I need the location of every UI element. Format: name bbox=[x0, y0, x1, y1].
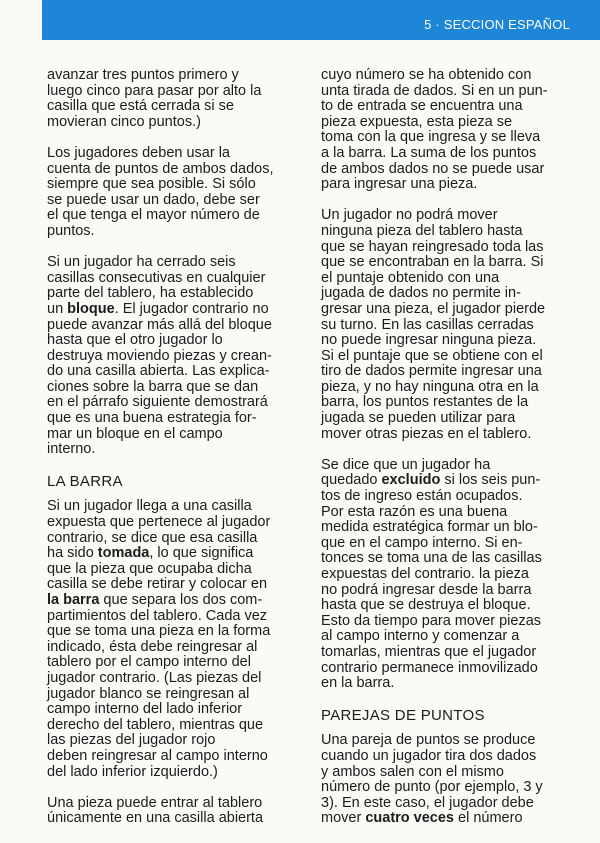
text-fragment: si los seis pun- bbox=[440, 472, 541, 489]
left-column bbox=[47, 68, 295, 843]
left-paragraph-1 bbox=[47, 68, 295, 130]
text-line bbox=[47, 302, 295, 318]
text-line: cuyo número se ha obtenido con bbox=[321, 67, 532, 83]
text-line: tiro de dados permite ingresar una bbox=[321, 363, 542, 380]
text-line: su turno. En las casillas cerradas bbox=[321, 316, 534, 333]
keyword-cuatro-veces: cuatro veces bbox=[365, 810, 454, 827]
text-line: interno. bbox=[47, 441, 96, 458]
text-line: mover otras piezas en el tablero. bbox=[321, 425, 532, 442]
text-line: jugador blanco se reingresan al bbox=[47, 685, 250, 702]
text-line: expuesta que pertenece al jugador bbox=[47, 514, 271, 531]
text-line: hasta que el otro jugador lo bbox=[47, 332, 223, 349]
right-paragraph-4 bbox=[321, 733, 569, 827]
text-line bbox=[47, 593, 295, 609]
text-line: Esto da tiempo para mover piezas bbox=[321, 612, 542, 629]
text-line: casilla se debe retirar y colocar en bbox=[47, 576, 268, 593]
text-line: que la pieza que ocupaba dicha bbox=[47, 560, 252, 577]
text-line: Una pieza puede entrar al tablero bbox=[47, 794, 263, 811]
keyword-tomada: tomada bbox=[97, 545, 150, 562]
left-paragraph-4 bbox=[47, 499, 295, 780]
left-paragraph-3 bbox=[47, 255, 295, 458]
heading-la-barra: LA BARRA bbox=[47, 473, 123, 491]
text-line: mar un bloque en el campo bbox=[47, 425, 223, 442]
text-line: se puede usar un dado, debe ser bbox=[47, 191, 260, 208]
text-line: luego cinco para pasar por alto la bbox=[47, 82, 262, 99]
text-fragment: , lo que significa bbox=[149, 545, 254, 562]
text-line: para ingresar una pieza. bbox=[321, 176, 478, 193]
text-line: puede avanzar más allá del bloque bbox=[47, 316, 272, 333]
keyword-bloque: bloque bbox=[67, 300, 115, 317]
left-paragraph-2 bbox=[47, 146, 295, 240]
text-line: y ambos salen con el mismo bbox=[321, 763, 504, 780]
text-line: que es una buena estrategia for- bbox=[47, 410, 257, 427]
text-line: que se toma una pieza en la forma bbox=[47, 623, 271, 640]
text-line: medida estratégica formar un blo- bbox=[321, 519, 538, 536]
text-line: casilla que está cerrada si se bbox=[47, 98, 234, 115]
text-line: avanzar tres puntos primero y bbox=[47, 67, 239, 83]
text-line bbox=[47, 546, 295, 562]
right-column bbox=[321, 68, 569, 843]
text-line: ninguna pieza del tablero hasta bbox=[321, 222, 523, 239]
text-line: parte del tablero, ha establecido bbox=[47, 285, 254, 302]
text-line: no puede ingresar ninguna pieza. bbox=[321, 332, 537, 349]
text-line: Un jugador no podrá mover bbox=[321, 207, 498, 224]
right-paragraph-3 bbox=[321, 458, 569, 692]
text-line: en la barra. bbox=[321, 675, 395, 692]
heading-parejas-de-puntos: PAREJAS DE PUNTOS bbox=[321, 707, 485, 725]
text-line: ciones sobre la barra que se dan bbox=[47, 378, 259, 395]
text-line: pieza expuesta, esta pieza se bbox=[321, 113, 513, 130]
text-line: no podrá ingresar desde la barra bbox=[321, 581, 532, 598]
text-line: en el párrafo siguiente demostrará bbox=[47, 394, 268, 411]
text-line: derecho del tablero, mientras que bbox=[47, 716, 264, 733]
text-line: toma con la que ingresa y se lleva bbox=[321, 129, 541, 146]
text-line: Una pareja de puntos se produce bbox=[321, 732, 536, 749]
text-line: unta tirada de dados. Si en un pun- bbox=[321, 82, 548, 99]
right-paragraph-2 bbox=[321, 208, 569, 442]
text-line: contrario permanece inmovilizado bbox=[321, 659, 538, 676]
text-line: al campo interno y comenzar a bbox=[321, 628, 520, 645]
text-fragment: que separa los dos com- bbox=[99, 592, 263, 608]
text-line: Si el puntaje que se obtiene con el bbox=[321, 347, 543, 364]
text-line: del lado inferior izquierdo.) bbox=[47, 763, 218, 780]
text-line: a la barra. La suma de los puntos bbox=[321, 144, 537, 161]
keyword-la-barra: la barra bbox=[47, 592, 100, 608]
text-line: barra, los puntos restantes de la bbox=[321, 394, 529, 411]
text-line: 3). En este caso, el jugador debe bbox=[321, 794, 534, 811]
text-line: jugador contrario. (Las piezas del bbox=[47, 669, 262, 686]
text-line: tos de ingreso están ocupados. bbox=[321, 488, 523, 505]
text-fragment: ha sido bbox=[47, 545, 98, 562]
text-line: campo interno del lado inferior bbox=[47, 701, 243, 718]
text-line: el puntaje obtenido con una bbox=[321, 269, 500, 286]
text-line: jugada de dados no permite in- bbox=[321, 285, 521, 302]
text-line: Si un jugador ha cerrado seis bbox=[47, 254, 236, 271]
left-paragraph-5 bbox=[47, 796, 295, 827]
text-line: do una casilla abierta. Las explica- bbox=[47, 363, 270, 380]
text-line: movieran cinco puntos.) bbox=[47, 113, 201, 130]
text-line: gresar una pieza, el jugador pierde bbox=[321, 300, 546, 317]
text-line: de ambos dados no se puede usar bbox=[321, 160, 545, 177]
text-line: contrario, se dice que esa casilla bbox=[47, 529, 258, 546]
text-line: partimientos del tablero. Cada vez bbox=[47, 607, 268, 624]
text-line: Los jugadores deben usar la bbox=[47, 144, 230, 161]
right-paragraph-1 bbox=[321, 68, 569, 193]
text-fragment: . El jugador contrario no bbox=[114, 300, 269, 317]
text-line bbox=[321, 473, 569, 489]
text-line: el que tenga el mayor número de bbox=[47, 207, 260, 224]
text-line: Por esta razón es una buena bbox=[321, 503, 508, 520]
text-line: Se dice que un jugador ha bbox=[321, 456, 491, 473]
section-header-label: 5 · SECCION ESPAÑOL bbox=[424, 17, 570, 32]
text-line: tomarlas, mientras que el jugador bbox=[321, 643, 537, 660]
keyword-excluido: excluido bbox=[381, 472, 441, 489]
text-line: que se hayan reingresado toda las bbox=[321, 238, 544, 255]
text-fragment: un bbox=[47, 300, 68, 317]
text-line: las piezas del jugador rojo bbox=[47, 732, 216, 749]
text-line: to de entrada se encuentra una bbox=[321, 98, 523, 115]
text-fragment: quedado bbox=[321, 472, 382, 489]
text-line: que se encontraban en la barra. Si bbox=[321, 254, 544, 271]
section-header-bar bbox=[42, 0, 600, 40]
text-line: Si un jugador llega a una casilla bbox=[47, 498, 252, 515]
text-line: tablero por el campo interno del bbox=[47, 654, 251, 671]
text-fragment: mover bbox=[321, 810, 366, 827]
text-line: tonces se toma una de las casillas bbox=[321, 550, 542, 567]
text-line: número de punto (por ejemplo, 3 y bbox=[321, 779, 543, 796]
text-line: pieza, y no hay ninguna otra en la bbox=[321, 378, 539, 395]
text-line: expuestas del contrario. la pieza bbox=[321, 566, 529, 582]
text-line: deben reingresar al campo interno bbox=[47, 747, 268, 764]
text-line: que en el campo interno. Si en- bbox=[321, 534, 523, 551]
text-line bbox=[321, 811, 569, 827]
text-line: hasta que se destruya el bloque. bbox=[321, 597, 531, 614]
text-line: únicamente en una casilla abierta bbox=[47, 810, 264, 827]
text-line: destruya moviendo piezas y crean- bbox=[47, 347, 272, 364]
text-line: indicado, ésta debe reingresar al bbox=[47, 638, 258, 655]
text-line: jugada se pueden utilizar para bbox=[321, 410, 516, 427]
text-line: siempre que sea posible. Si sólo bbox=[47, 176, 256, 193]
text-line: cuando un jugador tira dos dados bbox=[321, 747, 537, 764]
text-fragment: el número bbox=[454, 810, 523, 827]
text-line: puntos. bbox=[47, 222, 95, 239]
text-line: cuenta de puntos de ambos dados, bbox=[47, 160, 274, 177]
text-line: casillas consecutivas en cualquier bbox=[47, 269, 266, 286]
